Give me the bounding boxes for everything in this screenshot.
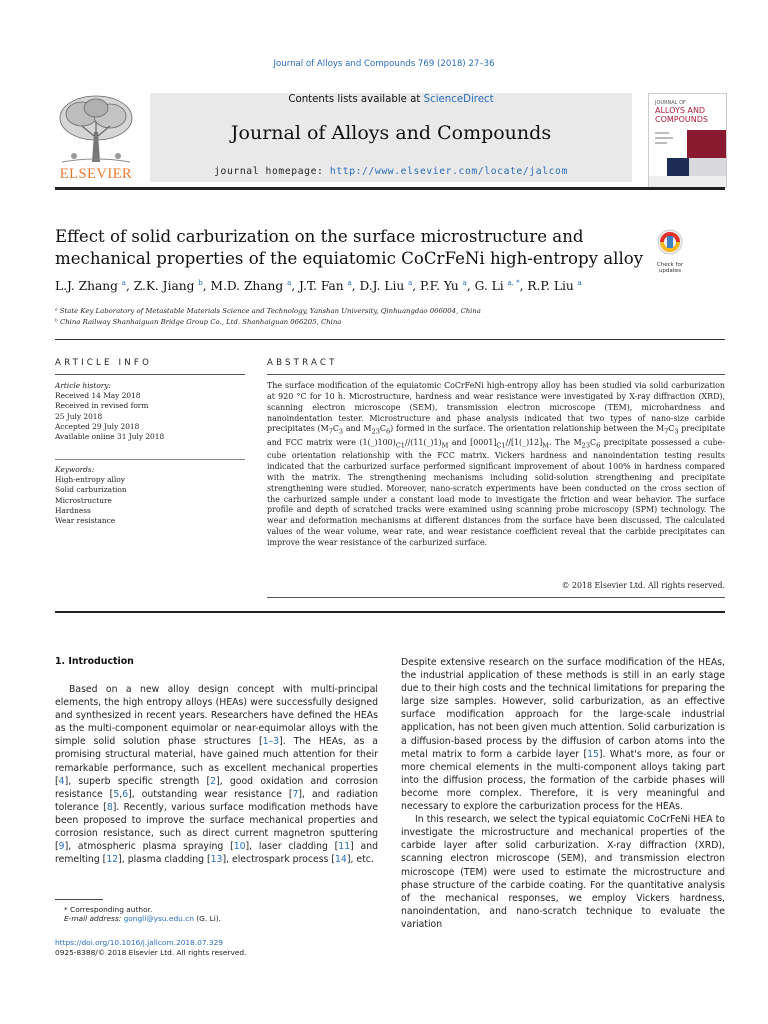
introduction-left-column: Based on a new alloy design concept with multi-principal elements, the high entropy alloys (HEAs) were successfully designed and synthesized in recent years. Researchers have defined the HEAs as the multi-component equimolar or near-equimolar alloys with the simple solid solution phase structures [1–3]. The HEAs, as a promising structural material, have gained much attention for their remarkable performance, such as excellent mechanical properties [4], superb specific strength [2], good oxidation and corrosion resistance [5,6], outstanding wear resistance [7], and radiation tolerance [8]. Recently, various surface modification methods have been proposed to improve the surface mechanical properties and corrosion resistance, such as direct current magnetron sputtering [9], atmospheric plasma spraying [10], laser cladding [11] and remelting [12], plasma cladding [13], electrospark process [14], etc. (55, 684, 379, 866)
history-item: 25 July 2018 (55, 411, 103, 421)
footnote-rule (55, 899, 103, 900)
introduction-right-column (401, 656, 725, 931)
paragraph: In this research, we select the typical equiatomic CoCrFeNi HEA to investigate the microstructure and mechanical properties of the carbide layer after solid carburization. X-ray diffraction (XRD), scanning electron microscope (SEM), and transmission electron microscope (TEM) were used to estimate the microstructure and phase structure of the carbide coating. For the quantitative analysis of the mechanical responses, we employ Vickers hardness, nanoindentation, and nano-scratch technique to evaluate the variation (401, 814, 725, 930)
author: J.T. Fan $^a$ (299, 279, 352, 294)
author: L.J. Zhang $^a$ (55, 279, 126, 294)
author: R.P. Liu $^a$ (527, 279, 582, 294)
elsevier-wordmark: ELSEVIER (59, 166, 133, 182)
keyword: High-entropy alloy (55, 475, 125, 485)
article-history (55, 381, 245, 442)
cover-line-2: ALLOYS AND (655, 106, 706, 115)
citation-link[interactable]: 14 (334, 854, 347, 866)
abstract-end-rule (267, 597, 725, 598)
keyword: Microstructure (55, 495, 112, 505)
keywords-label: Keywords: (55, 465, 95, 474)
citation-link[interactable]: 12 (106, 854, 119, 866)
citation-link[interactable]: 11 (338, 841, 351, 853)
citation-link[interactable]: 4 (58, 775, 65, 787)
author: M.D. Zhang $^a$ (210, 279, 292, 294)
journal-homepage-line (150, 166, 632, 177)
journal-cover[interactable] (648, 93, 727, 188)
keywords-rule (55, 459, 245, 460)
cover-line-1: JOURNAL OF (655, 100, 686, 106)
front-matter-rule (55, 611, 725, 613)
history-item: Received 14 May 2018 (55, 391, 141, 401)
author-list: L.J. Zhang $^a$, Z.K. Jiang $^b$, M.D. Zhang $^a$, J.T. Fan $^a$, D.J. Liu $^a$, P.F. Yu $^a$, G. Li $^{a, *}$, R.P. Liu $^a$ (55, 279, 582, 294)
contents-prefix: Contents lists available at (288, 94, 424, 105)
citation-link[interactable]: 8 (106, 801, 113, 813)
journal-reference-link[interactable]: Journal of Alloys and Compounds 769 (2018) 27–36 (273, 59, 495, 69)
journal-name: Journal of Alloys and Compounds (230, 122, 552, 144)
corresponding-author-note: * Corresponding author. (64, 905, 153, 914)
keyword: Hardness (55, 505, 91, 515)
keyword: Wear resistance (55, 516, 116, 526)
history-item: Received in revised form (55, 401, 149, 411)
cover-graphic (649, 128, 726, 187)
crossmark-line-1: Check for (656, 262, 684, 268)
crossmark-badge-icon (650, 228, 690, 258)
homepage-prefix: journal homepage: (214, 166, 330, 177)
citation-link[interactable]: 10 (233, 841, 246, 853)
citation-link[interactable]: 15 (587, 748, 599, 760)
cover-line-3: COMPOUNDS (655, 115, 708, 124)
article-info-heading: ARTICLE INFO (55, 358, 153, 368)
affiliation-b: ᵇ China Railway Shanhaiguan Bridge Group Co., Ltd. Shanhaiguan 066205, China (55, 318, 342, 326)
introduction-heading: 1. Introduction (55, 656, 134, 667)
email-footnote: E-mail address: gongli@ysu.edu.cn (G. Li). (64, 914, 221, 923)
abstract-copyright: © 2018 Elsevier Ltd. All rights reserved. (561, 581, 725, 590)
citation-link[interactable]: 5 (113, 788, 120, 800)
sciencedirect-link[interactable]: ScienceDirect (423, 94, 494, 105)
abstract-text: The surface modification of the equiatomic CoCrFeNi high-entropy alloy has been studied via solid carburization at 920 °C for 10 h. Microstructure, hardness and wear resistance were investigated by X-ray diffraction (XRD), scanning electron microscope (SEM), transmission electron microscope (TEM), microhardness and nanoindentation tester. Microstructure and phase analysis indicated that two types of nano-size carbide precipitates ($M_7C_3$ and $M_{23}C_6$) formed in the surface. The orientation relationship between the $M_7C_3$ precipitate and FCC matrix were $(1(\_)100)_{C1}//(11(\_)1)_M$ and $[0001]_{C1}//[1(\_)12]_M$. The $M_{23}C_6$ precipitate possessed a cube-cube orientation relationship with the FCC matrix. Vickers hardness and nanoindentation testing results indicated that the carburized surface performed significant improvement of about 100% in hardness compared with the matrix. The strengthening mechanisms including solid-solution strengthening and precipitate strengthening were studied. Moreover, nano-scratch experiments have been conducted on the cross section of the carburized sample under a constant load mode to investigate the friction and wear behavior. The surface profile and depth of scratched tracks were examined using scanning probe microscopy (SPM) technology. The wear and deformation mechanisms at different distances from the surface have been discussed. The calculated values of the wear volume, wear rate, and wear resistance coefficient reveal that the carbide precipitates can improve the wear resistance of the carburized surface. (267, 381, 725, 547)
author: D.J. Liu $^a$ (359, 279, 413, 294)
issn-copyright: 0925-8388/© 2018 Elsevier Ltd. All rights reserved. (55, 948, 247, 957)
abstract-rule (267, 374, 725, 375)
paragraph: Despite extensive research on the surface modification of the HEAs, the industrial application of these methods is still in an early stage due to their high costs and the technical limitations for preparing the large size samples. However, solid carburization, as an effective surface modification approach for the large-scale industrial application, has not been given much attention. Solid carburization is a diffusion-based process by the diffusion of carbon atoms into the metal matrix to form a carbide layer [15]. What's more, as four or more chemical elements in the multi-component alloys taking part into the diffusion process, the formation of the carbide phases will become more complex. Therefore, it is very meaningful and necessary to explore the carburization process for the HEAs. (401, 657, 725, 813)
keyword: Solid carburization (55, 485, 127, 495)
citation-link[interactable]: 7 (292, 788, 299, 800)
section-rule (55, 339, 725, 340)
citation-link[interactable]: 13 (210, 854, 223, 866)
crossmark-line-2: updates (658, 268, 682, 274)
citation-link[interactable]: 9 (58, 841, 65, 853)
affiliation-a: ᵃ State Key Laboratory of Metastable Materials Science and Technology, Yanshan University, Qinhuangdao 066004, China (55, 307, 481, 315)
history-label: Article history: (55, 381, 111, 390)
article-title: Effect of solid carburization on the surface microstructure and mechanical properties of the equiatomic CoCrFeNi high-entropy alloy (55, 227, 644, 268)
citation-link[interactable]: 2 (210, 775, 217, 787)
author: Z.K. Jiang $^b$ (133, 279, 203, 294)
email-link[interactable]: gongli@ysu.edu.cn (123, 914, 194, 923)
doi-link[interactable]: https://doi.org/10.1016/j.jallcom.2018.07.329 (55, 938, 224, 947)
history-item: Available online 31 July 2018 (55, 432, 165, 442)
citation-link[interactable]: 6 (122, 788, 129, 800)
author: G. Li $^{a, *}$ (474, 279, 520, 294)
history-item: Accepted 29 July 2018 (55, 421, 140, 431)
citation-link[interactable]: 1–3 (262, 736, 280, 748)
author: P.F. Yu $^a$ (420, 279, 467, 294)
header-rule (55, 187, 725, 190)
crossmark-icon[interactable] (650, 228, 690, 273)
homepage-url-link[interactable]: http://www.elsevier.com/locate/jalcom (329, 166, 568, 177)
contents-availability-line (150, 94, 632, 105)
article-info-rule (55, 374, 245, 375)
abstract-heading: ABSTRACT (267, 358, 338, 368)
keywords (55, 465, 245, 526)
